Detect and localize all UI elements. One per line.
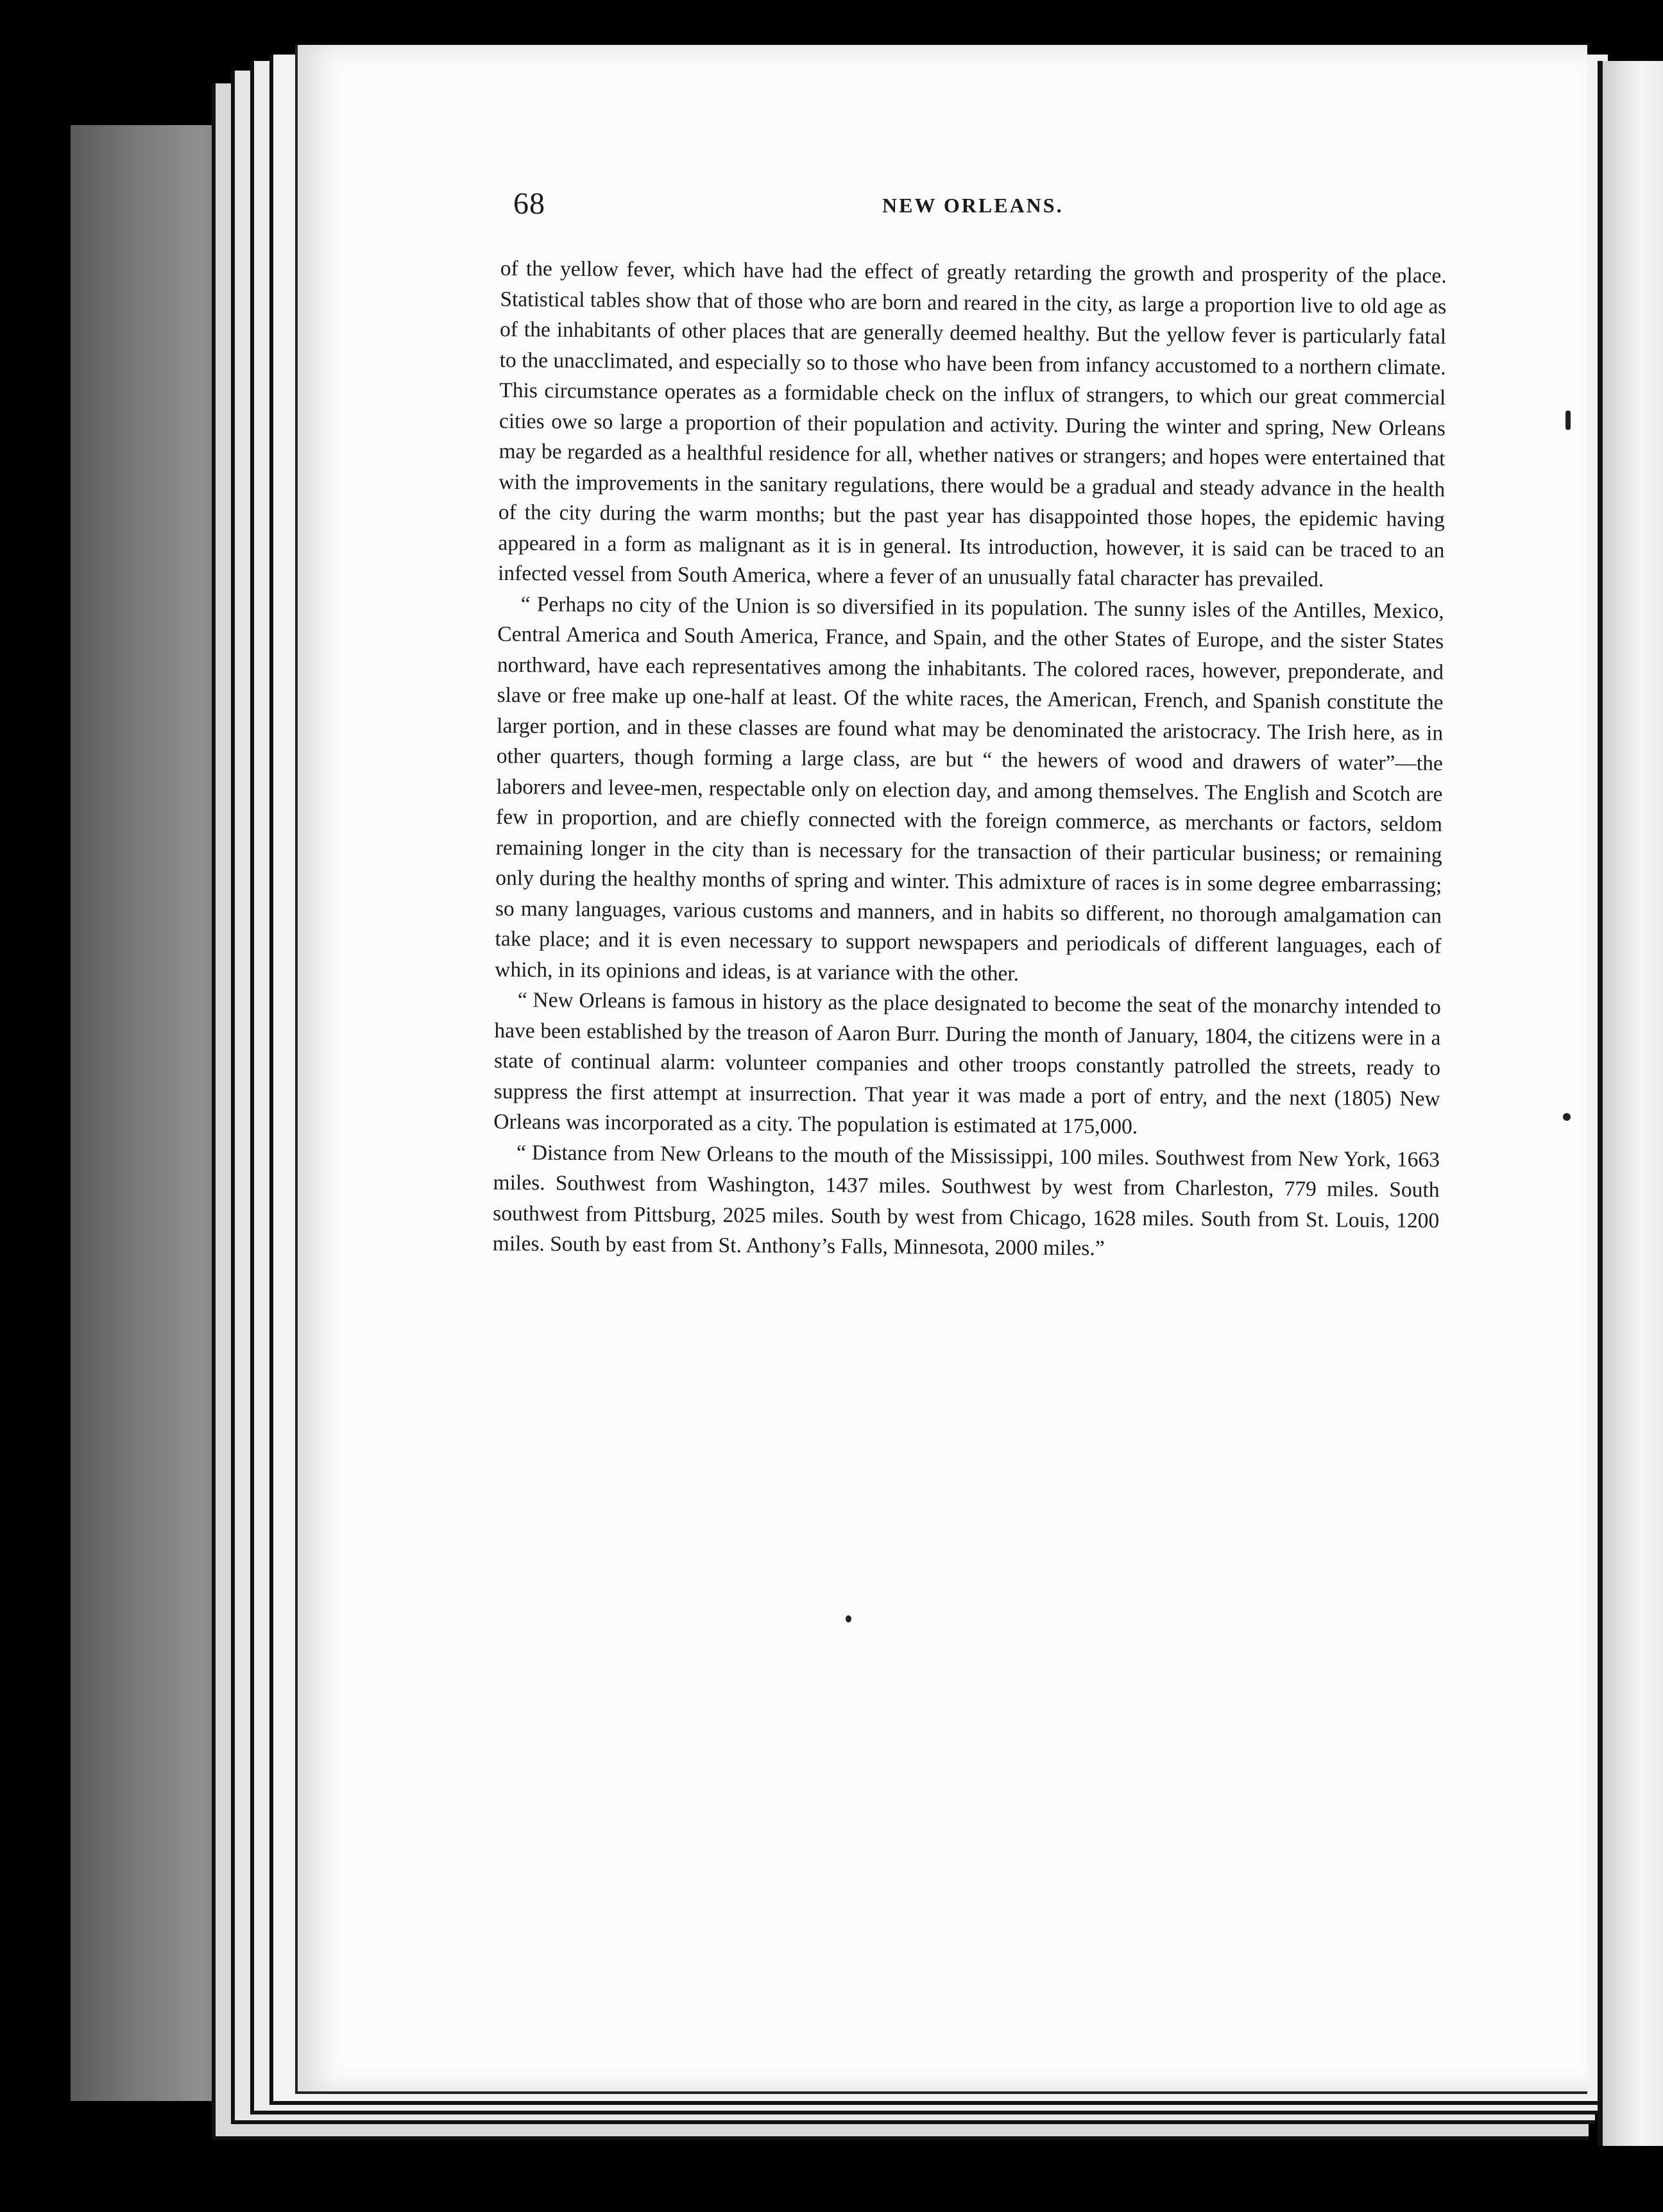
paragraph: “ Distance from New Orleans to the mouth of the Mississippi, 100 miles. Southwest from New York, 1663 miles. Southwest from Washington, 1437 miles. Southwest by west from Charleston, 779 miles. South southwest from Pittsburg, 2025 miles. South by west from Chicago, 1628 miles. South from St. Louis, 1200 miles. South by east from St. Anthony’s Falls, Minnesota, 2000 miles.” [492, 1140, 1440, 1261]
paragraph: “ New Orleans is famous in history as the place designated to become the seat of the monarchy intended to have been established by the treason of Aaron Burr. During the month of January, 1804, the citizens were in a state of continual alarm: volunteer companies and other troops constantly patrolled the streets, ready to suppress the first attempt at insurrection. That year it was made a port of entry, and the next (1805) New Orleans was incorporated as a city. The population is estimated at 175,000. [493, 988, 1441, 1139]
ink-speck [1563, 1113, 1571, 1121]
page-header [513, 186, 1450, 231]
paragraph: of the yellow fever, which have had the effect of greatly retarding the growth and prosperity of the place. Statistical tables show that of those who are born and reared in the city, as large a proportion live to old age as of the inhabitants of other places that are generally deemed healthy. But the yellow fever is particularly fatal to the unacclimated, and especially so to those who have been from infancy accustomed to a northern climate. This circumstance operates as a formidable check on the influx of strangers, to which our great commercial cities owe so large a proportion of their population and activity. During the winter and spring, New Orleans may be regarded as a healthful residence for all, whether natives or strangers; and hopes were entertained that with the improvements in the sanitary regulations, there would be a gradual and steady advance in the health of the city during the warm months; but the past year has disappointed those hopes, the epidemic having appeared in a form as malignant as it is in general. Its introduction, however, it is said can be traced to an infected vessel from South America, where a fever of an unusually fatal character has prevailed. [497, 256, 1447, 592]
ink-speck [846, 1615, 851, 1622]
paragraph: “ Perhaps no city of the Union is so diversified in its population. The sunny isles of the Antilles, Mexico, Central America and South America, France, and Spain, and the other States of Europe, and the sister States northward, have each representatives among the inhabitants. The colored races, however, preponderate, and slave or free make up one-half at least. Of the white races, the American, French, and Spanish constitute the larger portion, and in these classes are found what may be denominated the aristocracy. The Irish here, as in other quarters, though forming a large class, are but “ the hewers of wood and drawers of water”—the laborers and levee-men, respectable only on election day, and among themselves. The English and Scotch are few in proportion, and are chiefly connected with the foreign commerce, as merchants or factors, seldom remaining longer in the city than is necessary for the transaction of their particular business; or remaining only during the healthy months of spring and winter. This admixture of races is in some degree embarrassing; so many languages, various customs and manners, and in habits so different, no thorough amalgamation can take place; and it is even necessary to support newspapers and periodicals of different languages, each of which, in its opinions and ideas, is at variance with the other. [495, 591, 1444, 985]
page-number: 68 [513, 187, 545, 221]
running-head: NEW ORLEANS. [882, 194, 1064, 217]
ink-speck [1565, 411, 1571, 430]
page-body [493, 253, 1447, 1266]
adjacent-page-edge [1598, 61, 1663, 2146]
